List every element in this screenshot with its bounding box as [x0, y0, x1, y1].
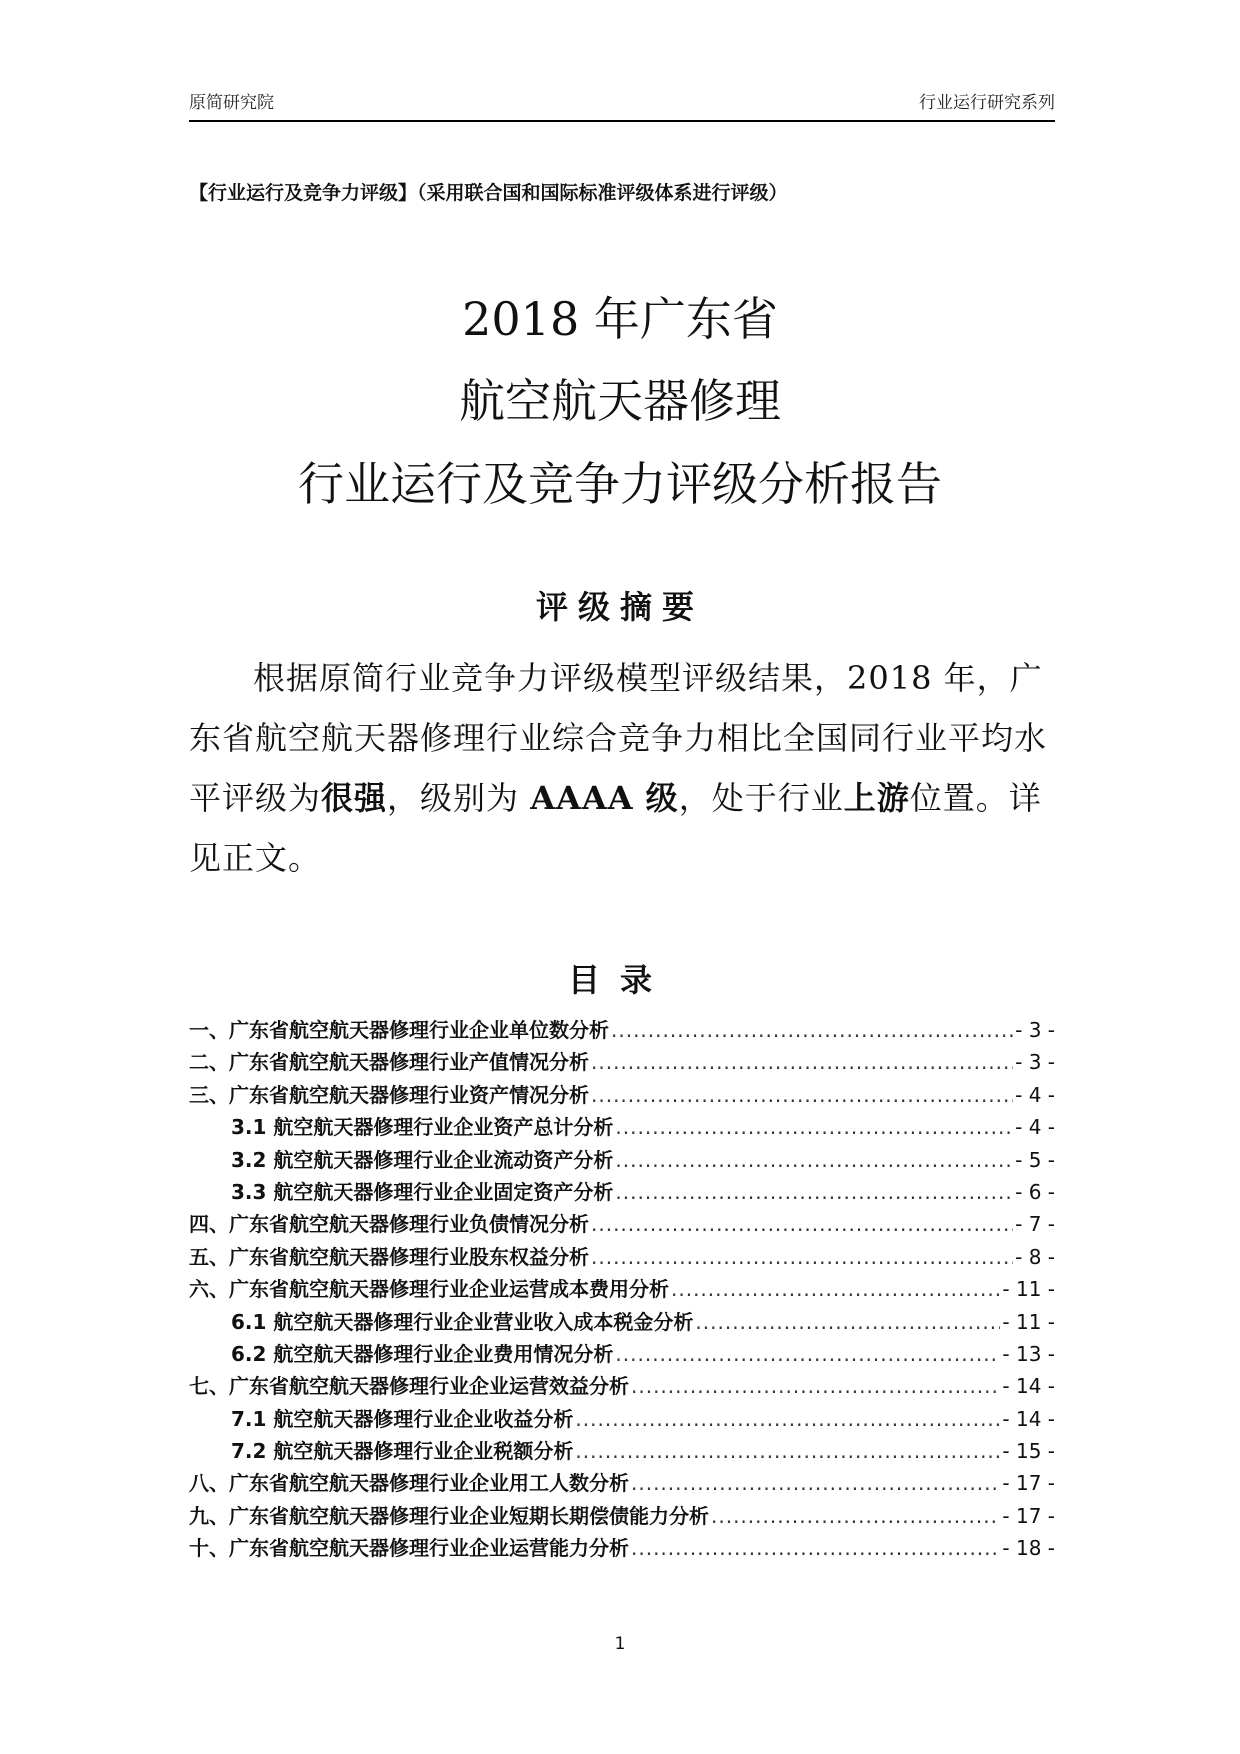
toc-dot-leader — [591, 1245, 1013, 1269]
summary-text-part-3: ，处于行业 — [678, 779, 844, 817]
toc-entry[interactable] — [189, 1241, 1055, 1273]
toc-entry-label[interactable]: 九、广东省航空航天器修理行业企业短期长期偿债能力分析 — [189, 1503, 709, 1528]
toc-entry[interactable] — [189, 1403, 1055, 1435]
summary-text-part-4: 位置。详见正文。 — [189, 779, 1042, 877]
toc-entry-label[interactable]: 四、广东省航空航天器修理行业负债情况分析 — [189, 1212, 589, 1237]
toc-dot-leader — [591, 1083, 1013, 1107]
report-title-line-2: 航空航天器修理 — [459, 374, 781, 428]
toc-entry-label[interactable]: 7.2 航空航天器修理行业企业税额分析 — [231, 1439, 574, 1464]
summary-position-word: 上游 — [843, 779, 910, 817]
toc-entry[interactable] — [189, 1014, 1055, 1046]
report-tagline: 【行业运行及竞争力评级】（采用联合国和国际标准评级体系进行评级） — [189, 182, 788, 204]
toc-entry-page[interactable]: - 11 - — [1002, 1309, 1055, 1334]
toc-entry-page[interactable]: - 3 - — [1015, 1050, 1055, 1075]
toc-entry-page[interactable]: - 4 - — [1015, 1115, 1055, 1140]
toc-dot-leader — [615, 1180, 1013, 1204]
toc-entry[interactable] — [189, 1370, 1055, 1402]
toc-dot-leader — [695, 1310, 1000, 1334]
toc-entry[interactable] — [189, 1046, 1055, 1078]
toc-entry-page[interactable]: - 17 - — [1002, 1503, 1055, 1528]
summary-text-part-1: 根据原简行业竞争力评级模型评级结果，2018 年，广东省航空航天器修理行业综合竞争力相比全国同行业平均水平评级为 — [189, 659, 1048, 817]
toc-entry-label[interactable]: 3.3 航空航天器修理行业企业固定资产分析 — [231, 1179, 614, 1204]
toc-dot-leader — [591, 1212, 1013, 1236]
toc-entry-label[interactable]: 八、广东省航空航天器修理行业企业用工人数分析 — [189, 1471, 629, 1496]
toc-entry-page[interactable]: - 14 - — [1002, 1406, 1055, 1431]
toc-dot-leader — [611, 1018, 1013, 1042]
header-org-name: 原简研究院 — [189, 93, 274, 113]
toc-entry-label[interactable]: 五、广东省航空航天器修理行业股东权益分析 — [189, 1244, 589, 1269]
toc-entry-label[interactable]: 二、广东省航空航天器修理行业产值情况分析 — [189, 1050, 589, 1075]
toc-entry-label[interactable]: 7.1 航空航天器修理行业企业收益分析 — [231, 1406, 574, 1431]
toc-entry[interactable] — [189, 1500, 1055, 1532]
toc-dot-leader — [575, 1439, 1000, 1463]
header-series-name: 行业运行研究系列 — [919, 93, 1055, 113]
toc-entry-label[interactable]: 6.1 航空航天器修理行业企业营业收入成本税金分析 — [231, 1309, 694, 1334]
toc-entry-page[interactable]: - 6 - — [1015, 1179, 1055, 1204]
toc-dot-leader — [711, 1504, 1000, 1528]
toc-entry-label[interactable]: 六、广东省航空航天器修理行业企业运营成本费用分析 — [189, 1277, 669, 1302]
toc-entry[interactable] — [189, 1306, 1055, 1338]
toc-dot-leader — [615, 1115, 1013, 1139]
page-header — [189, 86, 1055, 122]
toc-entry-page[interactable]: - 3 - — [1015, 1018, 1055, 1042]
toc-dot-leader — [591, 1050, 1013, 1074]
toc-entry-page[interactable]: - 11 - — [1002, 1277, 1055, 1302]
toc-entry[interactable] — [189, 1338, 1055, 1370]
toc-entry-page[interactable]: - 13 - — [1002, 1341, 1055, 1366]
toc-entry-label[interactable]: 6.2 航空航天器修理行业企业费用情况分析 — [231, 1341, 614, 1366]
toc-entry[interactable] — [189, 1532, 1055, 1564]
toc-heading: 目录 — [567, 961, 672, 999]
toc-entry[interactable] — [189, 1079, 1055, 1111]
summary-rating-word: 很强 — [321, 779, 388, 817]
toc-entry-label[interactable]: 十、广东省航空航天器修理行业企业运营能力分析 — [189, 1536, 629, 1561]
toc-entry-label[interactable]: 七、广东省航空航天器修理行业企业运营效益分析 — [189, 1374, 629, 1399]
toc-entry[interactable] — [189, 1111, 1055, 1143]
toc-entry[interactable] — [189, 1467, 1055, 1499]
report-title-line-3: 行业运行及竞争力评级分析报告 — [298, 457, 942, 511]
summary-paragraph — [189, 648, 1055, 888]
page-number: 1 — [614, 1634, 626, 1654]
toc-dot-leader — [631, 1471, 1000, 1495]
toc-entry-page[interactable]: - 14 - — [1002, 1374, 1055, 1399]
toc-entry-page[interactable]: - 15 - — [1002, 1439, 1055, 1464]
report-title-line-1: 2018 年广东省 — [462, 292, 778, 346]
toc-entry-label[interactable]: 3.2 航空航天器修理行业企业流动资产分析 — [231, 1147, 614, 1172]
toc-entry-page[interactable]: - 5 - — [1015, 1147, 1055, 1172]
toc-entry-page[interactable]: - 18 - — [1002, 1536, 1055, 1561]
toc-entry-page[interactable]: - 7 - — [1015, 1212, 1055, 1237]
toc-entry-label[interactable]: 三、广东省航空航天器修理行业资产情况分析 — [189, 1082, 589, 1107]
summary-grade: AAAA 级 — [530, 779, 679, 817]
toc-entry[interactable] — [189, 1144, 1055, 1176]
toc-entry-label[interactable]: 3.1 航空航天器修理行业企业资产总计分析 — [231, 1115, 614, 1140]
table-of-contents — [189, 1014, 1055, 1565]
toc-dot-leader — [615, 1148, 1013, 1172]
toc-dot-leader — [631, 1374, 1000, 1398]
toc-entry-page[interactable]: - 8 - — [1015, 1244, 1055, 1269]
summary-heading: 评级摘要 — [535, 588, 704, 626]
toc-entry-label[interactable]: 一、广东省航空航天器修理行业企业单位数分析 — [189, 1018, 609, 1042]
toc-entry[interactable] — [189, 1435, 1055, 1467]
toc-entry[interactable] — [189, 1208, 1055, 1240]
toc-dot-leader — [631, 1536, 1000, 1560]
toc-entry-page[interactable]: - 17 - — [1002, 1471, 1055, 1496]
toc-dot-leader — [575, 1407, 1000, 1431]
toc-entry[interactable] — [189, 1176, 1055, 1208]
toc-entry[interactable] — [189, 1273, 1055, 1305]
toc-entry-page[interactable]: - 4 - — [1015, 1082, 1055, 1107]
summary-text-part-2: ，级别为 — [387, 779, 531, 817]
toc-dot-leader — [615, 1342, 1000, 1366]
toc-dot-leader — [671, 1277, 1000, 1301]
